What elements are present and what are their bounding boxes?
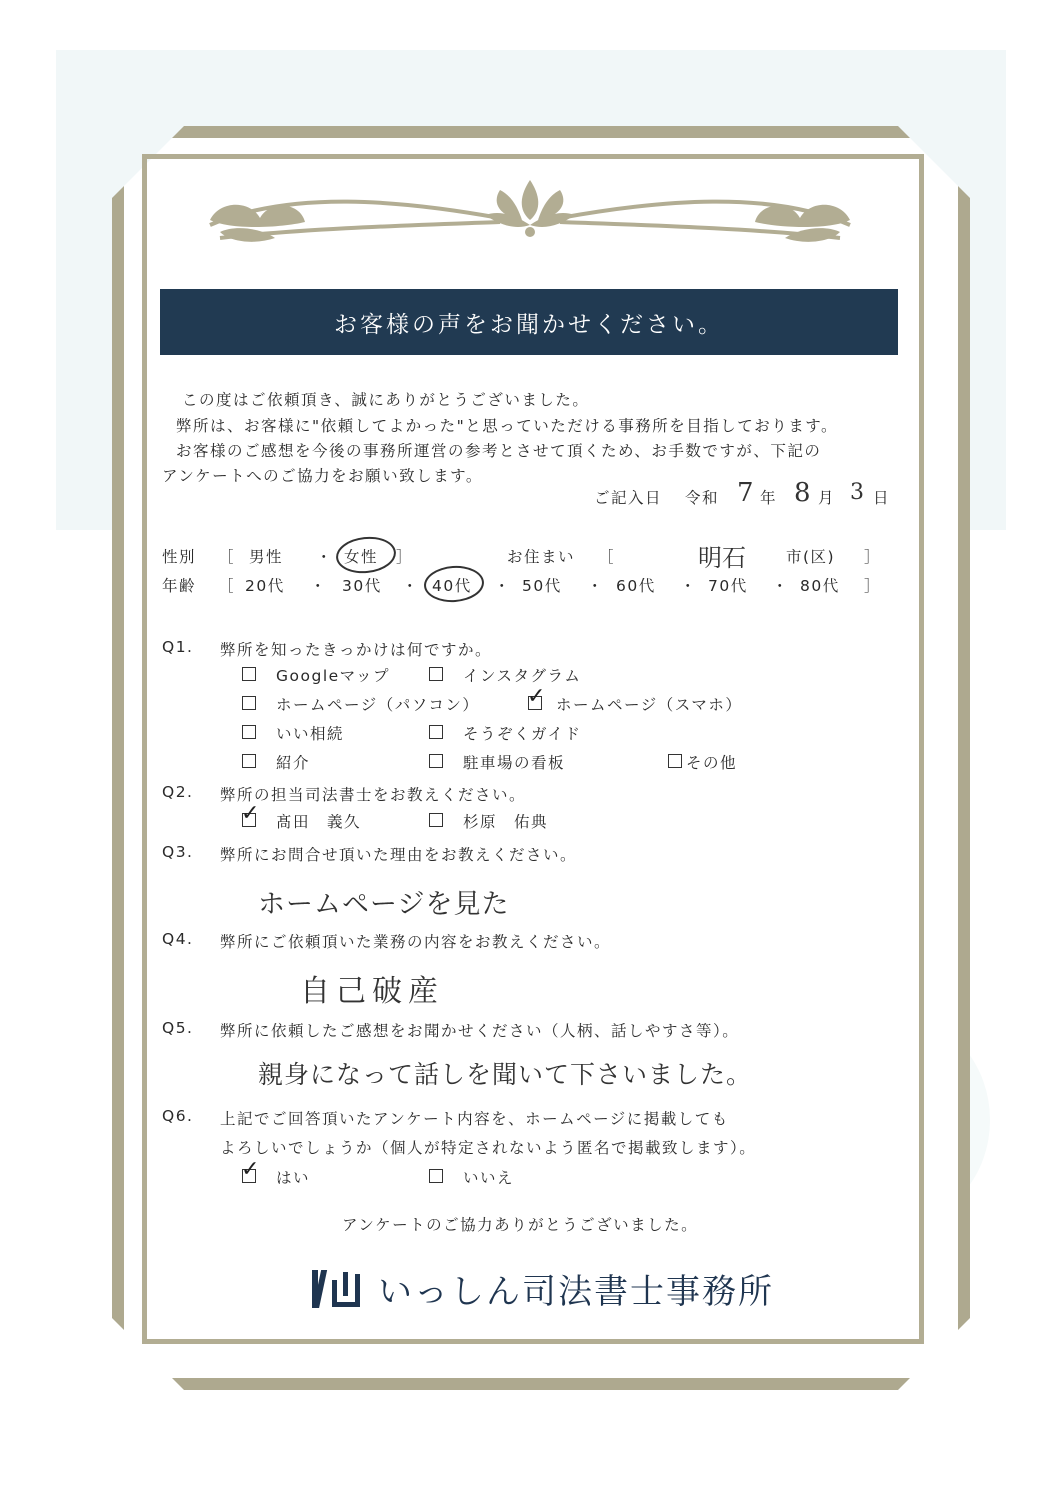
date-year-unit: 年: [760, 489, 778, 507]
ornament-icon: [200, 170, 860, 260]
q3-text: 弊所にお問合せ頂いた理由をお教えください。: [220, 846, 578, 864]
age-close-bracket: ］: [864, 577, 882, 595]
date-month-unit: 月: [818, 489, 836, 507]
intro-line-1: この度はご依頼頂き、誠にありがとうございました。: [182, 391, 590, 409]
q2-option-takada: 髙田 義久: [276, 813, 362, 831]
q4-answer: 自己破産: [300, 974, 444, 1009]
checkbox-icon[interactable]: [429, 667, 443, 681]
gender-male: 男性: [249, 548, 284, 566]
q6-label: Q6.: [162, 1107, 194, 1125]
checkbox-icon[interactable]: [242, 696, 256, 710]
age-option-60: 60代: [616, 577, 656, 595]
age-option-20: 20代: [245, 577, 285, 595]
checkbox-icon[interactable]: [668, 754, 682, 768]
gender-label: 性別: [162, 548, 197, 566]
q4-text: 弊所にご依頼頂いた業務の内容をお教えください。: [220, 933, 612, 951]
q1-text: 弊所を知ったきっかけは何ですか。: [220, 641, 493, 659]
thanks-message: アンケートのご協力ありがとうございました。: [342, 1216, 699, 1234]
intro-line-3: お客様のご感想を今後の事務所運営の参考とさせて頂くため、お手数ですが、下記の: [176, 442, 822, 460]
office-logo: [310, 1264, 774, 1313]
gender-open-bracket: ［: [218, 548, 236, 566]
gender-close-bracket: ］: [396, 548, 414, 566]
date-label: ご記入日: [594, 489, 663, 507]
date-day: 3: [850, 480, 864, 505]
intro-line-4: アンケートへのご協力をお願い致します。: [162, 467, 483, 485]
q4-label: Q4.: [162, 930, 194, 948]
age-separator: ・: [772, 577, 790, 595]
q6-option-yes: はい: [276, 1169, 311, 1187]
q1-option-instagram: インスタグラム: [463, 667, 582, 685]
q3-answer: ホームページを見た: [258, 889, 510, 920]
q1-option-ii-souzoku: いい相続: [276, 725, 345, 743]
q6-option-no: いいえ: [463, 1169, 515, 1187]
q6-text-line-1: 上記でご回答頂いたアンケート内容を、ホームページに掲載しても: [220, 1110, 729, 1128]
age-option-40: 40代: [432, 577, 472, 595]
residence-close-bracket: ］: [864, 548, 882, 566]
checkbox-icon[interactable]: [429, 1169, 443, 1183]
q3-label: Q3.: [162, 843, 194, 861]
date-year: 7: [737, 478, 754, 508]
q2-text: 弊所の担当司法書士をお教えください。: [220, 786, 527, 804]
q5-label: Q5.: [162, 1019, 194, 1037]
title-bar: [160, 289, 898, 355]
q1-option-google-map: Googleマップ: [276, 667, 391, 685]
residence-city: 明石: [698, 544, 746, 572]
checkbox-icon[interactable]: [429, 754, 443, 768]
age-option-70: 70代: [708, 577, 748, 595]
age-option-50: 50代: [522, 577, 562, 595]
age-open-bracket: ［: [218, 577, 236, 595]
q1-option-parking-sign: 駐車場の看板: [463, 754, 566, 772]
checkbox-icon[interactable]: [429, 725, 443, 739]
date-day-unit: 日: [873, 489, 891, 507]
office-name: いっしん司法書士事務所: [378, 1272, 774, 1312]
check-mark-icon: ✓: [527, 684, 546, 709]
q2-option-sugihara: 杉原 佑典: [463, 813, 549, 831]
q1-option-homepage-pc: ホームページ（パソコン）: [276, 696, 480, 714]
q1-label: Q1.: [162, 638, 194, 656]
check-mark-icon: ✓: [241, 801, 260, 826]
age-option-80: 80代: [800, 577, 840, 595]
q2-label: Q2.: [162, 783, 194, 801]
page-title: お客様の声をお聞かせください。: [334, 311, 724, 338]
age-separator: ・: [587, 577, 605, 595]
date-era: 令和: [685, 489, 720, 507]
gender-separator: ・: [316, 548, 334, 566]
q1-option-souzoku-guide: そうぞくガイド: [463, 725, 582, 743]
q1-option-other: その他: [686, 754, 738, 772]
checkbox-icon[interactable]: [429, 813, 443, 827]
age-separator: ・: [402, 577, 420, 595]
age-separator: ・: [310, 577, 328, 595]
residence-label: お住まい: [507, 548, 576, 566]
intro-line-2: 弊所は、お客様に"依頼してよかった"と思っていただける事務所を目指しております。: [176, 417, 839, 435]
q1-option-homepage-smartphone: ホームページ（スマホ）: [556, 696, 743, 714]
age-label: 年齢: [162, 577, 197, 595]
date-month: 8: [794, 478, 811, 508]
residence-suffix: 市(区): [786, 548, 836, 566]
q6-text-line-2: よろしいでしょうか（個人が特定されないよう匿名で掲載致します）。: [220, 1139, 757, 1157]
q1-option-referral: 紹介: [276, 754, 311, 772]
gender-female: 女性: [344, 548, 379, 566]
checkbox-icon[interactable]: [242, 725, 256, 739]
checkbox-icon[interactable]: [242, 754, 256, 768]
age-separator: ・: [494, 577, 512, 595]
logo-mark-icon: [310, 1266, 368, 1312]
checkbox-icon[interactable]: [242, 667, 256, 681]
q5-answer: 親身になって話しを聞いて下さいました。: [258, 1060, 753, 1089]
residence-open-bracket: ［: [598, 548, 616, 566]
age-separator: ・: [680, 577, 698, 595]
check-mark-icon: ✓: [241, 1157, 260, 1182]
age-option-30: 30代: [342, 577, 382, 595]
q5-text: 弊所に依頼したご感想をお聞かせください（人柄、話しやすさ等）。: [220, 1022, 740, 1040]
